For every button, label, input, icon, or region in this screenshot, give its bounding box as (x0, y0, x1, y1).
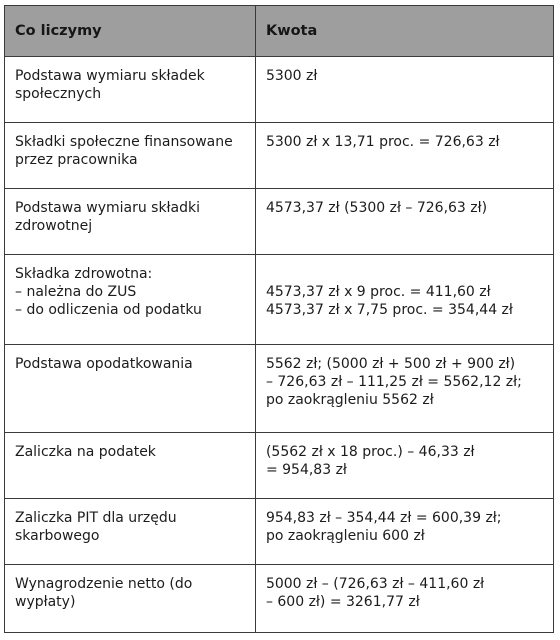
row-value-line: 4573,37 zł (5300 zł – 726,63 zł) (265, 199, 488, 216)
row-value-line: 5300 zł x 13,71 proc. = 726,63 zł (265, 133, 500, 150)
column-header-what: Co liczymy (5, 6, 255, 56)
table-row (5, 564, 553, 632)
table-row (5, 56, 553, 122)
row-label-line: Podstawa wymiaru składek (15, 67, 205, 84)
table-row (5, 188, 553, 254)
row-value-line: 4573,37 zł x 7,75 proc. = 354,44 zł (265, 301, 513, 318)
row-value-cell (255, 122, 553, 188)
row-label-cell (5, 188, 255, 254)
row-label-cell (5, 122, 255, 188)
column-header-amount: Kwota (255, 6, 553, 56)
row-label-line: Podstawa opodatkowania (15, 355, 193, 372)
row-label-line: skarbowego (15, 527, 100, 544)
row-value-line: po zaokrągleniu 5562 zł (265, 391, 434, 408)
row-value-line: 4573,37 zł x 9 proc. = 411,60 zł (265, 283, 491, 300)
row-value-cell (255, 432, 553, 498)
row-label-cell (5, 498, 255, 564)
table-header-row (5, 6, 553, 56)
row-label-line: Wynagrodzenie netto (do (15, 575, 193, 592)
row-value-cell (255, 564, 553, 632)
table-row (5, 498, 553, 564)
table-row (5, 254, 553, 344)
row-label-line: – należna do ZUS (15, 283, 137, 300)
row-label-line: wypłaty) (15, 593, 76, 610)
row-label-line: Zaliczka PIT dla urzędu (15, 509, 177, 526)
row-value-line: po zaokrągleniu 600 zł (265, 527, 425, 544)
row-value-cell (255, 254, 553, 344)
table-row (5, 122, 553, 188)
row-label-cell (5, 56, 255, 122)
calculation-table (5, 6, 553, 632)
row-label-cell (5, 254, 255, 344)
row-value-cell (255, 56, 553, 122)
row-value-line: – 726,63 zł – 111,25 zł = 5562,12 zł; (265, 373, 522, 390)
row-value-cell (255, 344, 553, 432)
row-value-cell (255, 498, 553, 564)
row-label-line: – do odliczenia od podatku (15, 301, 202, 318)
row-label-line: zdrowotnej (15, 217, 93, 234)
row-label-line: Podstawa wymiaru składki (15, 199, 201, 216)
row-label-line: Składka zdrowotna: (15, 265, 153, 282)
table-row (5, 344, 553, 432)
row-label-line: Składki społeczne finansowane (15, 133, 233, 150)
row-label-cell (5, 344, 255, 432)
row-value-line: – 600 zł) = 3261,77 zł (265, 593, 420, 610)
row-value-line: (5562 zł x 18 proc.) – 46,33 zł (265, 443, 475, 460)
row-value-line: 5562 zł; (5000 zł + 500 zł + 900 zł) (265, 355, 516, 372)
table-row (5, 432, 553, 498)
row-label-cell (5, 432, 255, 498)
row-label-line: Zaliczka na podatek (15, 443, 156, 460)
row-label-line: przez pracownika (15, 151, 138, 168)
row-value-line: 5300 zł (265, 67, 318, 84)
row-value-line: = 954,83 zł (265, 461, 347, 478)
row-label-line: społecznych (15, 85, 102, 102)
row-label-cell (5, 564, 255, 632)
row-value-line: 954,83 zł – 354,44 zł = 600,39 zł; (265, 509, 502, 526)
row-value-line: 5000 zł – (726,63 zł – 411,60 zł (265, 575, 485, 592)
row-value-cell (255, 188, 553, 254)
salary-calculation-table (4, 5, 554, 633)
